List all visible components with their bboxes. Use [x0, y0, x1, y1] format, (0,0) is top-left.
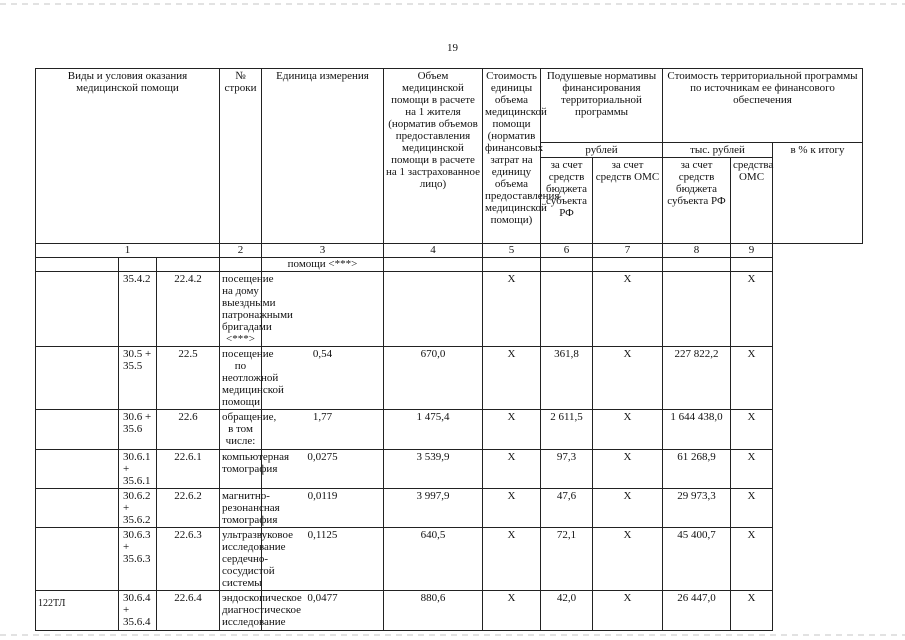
volume-value: 0,54	[262, 347, 384, 410]
oms-total	[663, 272, 731, 347]
row-number: 22.4.2	[157, 272, 220, 347]
continuation-row	[36, 258, 863, 272]
volume-value: 0,0119	[262, 489, 384, 528]
header-budget-funds: за счет средств бюджета субъекта РФ	[541, 158, 593, 244]
blank-cell	[36, 272, 119, 347]
budget-per-capita: X	[483, 528, 541, 591]
row-number: 22.6.3	[157, 528, 220, 591]
blank-cell	[36, 450, 119, 489]
unit-of-measure: эндоскопическое диагностическое исследование	[220, 591, 262, 631]
program-code: 30.5 + 35.5	[119, 347, 157, 410]
oms-per-capita: 97,3	[541, 450, 593, 489]
oms-per-capita: 361,8	[541, 347, 593, 410]
unit-cost-value: 880,6	[384, 591, 483, 631]
header-unit: Единица измерения	[262, 69, 384, 244]
oms-per-capita: 42,0	[541, 591, 593, 631]
program-code: 35.4.2	[119, 272, 157, 347]
column-number: 8	[663, 244, 731, 258]
column-number: 2	[220, 244, 262, 258]
program-code: 30.6.1 + 35.6.1	[119, 450, 157, 489]
blank-cell	[36, 347, 119, 410]
column-number: 4	[384, 244, 483, 258]
unit-cost-value: 3 997,9	[384, 489, 483, 528]
row-number: 22.5	[157, 347, 220, 410]
percent-of-total: X	[731, 528, 773, 591]
table-row	[36, 489, 863, 528]
percent-of-total: X	[731, 591, 773, 631]
continuation-text: помощи <***>	[262, 258, 384, 272]
oms-per-capita: 2 611,5	[541, 410, 593, 450]
budget-total: X	[593, 272, 663, 347]
column-number: 5	[483, 244, 541, 258]
budget-per-capita: X	[483, 450, 541, 489]
budget-per-capita: X	[483, 347, 541, 410]
oms-per-capita: 72,1	[541, 528, 593, 591]
column-number: 1	[36, 244, 220, 258]
blank-cell	[36, 528, 119, 591]
oms-total: 1 644 438,0	[663, 410, 731, 450]
unit-of-measure: обращение, в том числе:	[220, 410, 262, 450]
program-cost-table	[35, 68, 863, 631]
percent-of-total: X	[731, 347, 773, 410]
unit-of-measure: компьютерная томография	[220, 450, 262, 489]
header-oms-funds-2: средства ОМС	[731, 158, 773, 244]
program-code: 30.6.3 + 35.6.3	[119, 528, 157, 591]
volume-value: 0,0477	[262, 591, 384, 631]
volume-value: 0,0275	[262, 450, 384, 489]
page-number: 19	[447, 42, 458, 54]
header-volume: Объем медицинской помощи в расчете на 1 жителя (норматив объемов предоставления медицинской помощи в расчете на 1 застрахованное лицо)	[384, 69, 483, 244]
program-code: 30.6.4 + 35.6.4	[119, 591, 157, 631]
volume-value: 0,1125	[262, 528, 384, 591]
unit-cost-value: 670,0	[384, 347, 483, 410]
row-number: 22.6.1	[157, 450, 220, 489]
percent-of-total: X	[731, 450, 773, 489]
table-row	[36, 450, 863, 489]
header-per-capita: Подушевые нормативы финансирования территориальной программы	[541, 69, 663, 143]
budget-total: X	[593, 347, 663, 410]
unit-cost-value: 3 539,9	[384, 450, 483, 489]
budget-per-capita: X	[483, 489, 541, 528]
percent-of-total: X	[731, 272, 773, 347]
row-number: 22.6	[157, 410, 220, 450]
oms-total: 61 268,9	[663, 450, 731, 489]
volume-value: 1,77	[262, 410, 384, 450]
budget-total: X	[593, 410, 663, 450]
oms-per-capita	[541, 272, 593, 347]
unit-cost-value: 640,5	[384, 528, 483, 591]
unit-of-measure: посещение на дому выездными патронажными бригадами <***>	[220, 272, 262, 347]
oms-total: 29 973,3	[663, 489, 731, 528]
budget-total: X	[593, 450, 663, 489]
header-type-of-care: Виды и условия оказания медицинской помощи	[36, 69, 220, 244]
table-row	[36, 591, 863, 631]
oms-total: 45 400,7	[663, 528, 731, 591]
scan-edge-top	[0, 3, 905, 5]
header-percent: в % к итогу	[773, 143, 863, 244]
oms-total: 227 822,2	[663, 347, 731, 410]
unit-of-measure: магнитно-резонансная томография	[220, 489, 262, 528]
unit-cost-value: 1 475,4	[384, 410, 483, 450]
table-row	[36, 528, 863, 591]
oms-per-capita: 47,6	[541, 489, 593, 528]
budget-total: X	[593, 489, 663, 528]
column-number: 7	[593, 244, 663, 258]
unit-cost-value	[384, 272, 483, 347]
header-unit-cost: Стоимость единицы объема медицинской помощи (норматив финансовых затрат на единицу объема предоставления медицинской помощи)	[483, 69, 541, 244]
column-number: 3	[262, 244, 384, 258]
percent-of-total: X	[731, 489, 773, 528]
table-row	[36, 347, 863, 410]
scan-edge-bottom	[0, 634, 905, 636]
header-row-number: № строки	[220, 69, 262, 244]
header-program-cost: Стоимость территориальной программы по источникам ее финансового обеспечения	[663, 69, 863, 143]
footer-code: 122ТЛ	[38, 598, 66, 609]
header-rubles: рублей	[541, 143, 663, 158]
header-oms-funds: за счет средств ОМС	[593, 158, 663, 244]
budget-per-capita: X	[483, 410, 541, 450]
row-number: 22.6.4	[157, 591, 220, 631]
program-code: 30.6 + 35.6	[119, 410, 157, 450]
program-code: 30.6.2 + 35.6.2	[119, 489, 157, 528]
table-row	[36, 410, 863, 450]
column-number: 6	[541, 244, 593, 258]
blank-cell	[36, 410, 119, 450]
row-number: 22.6.2	[157, 489, 220, 528]
column-number-row	[36, 244, 863, 258]
header-thousand-rubles: тыс. рублей	[663, 143, 773, 158]
budget-total: X	[593, 591, 663, 631]
header-budget-funds-2: за счет средств бюджета субъекта РФ	[663, 158, 731, 244]
blank-cell	[36, 591, 119, 631]
unit-of-measure: посещение по неотложной медицинской помощи	[220, 347, 262, 410]
oms-total: 26 447,0	[663, 591, 731, 631]
budget-total: X	[593, 528, 663, 591]
unit-of-measure: ультразвуковое исследование сердечно-сосудистой системы	[220, 528, 262, 591]
budget-per-capita: X	[483, 272, 541, 347]
percent-of-total: X	[731, 410, 773, 450]
budget-per-capita: X	[483, 591, 541, 631]
blank-cell	[36, 489, 119, 528]
column-number: 9	[731, 244, 773, 258]
table-row	[36, 272, 863, 347]
